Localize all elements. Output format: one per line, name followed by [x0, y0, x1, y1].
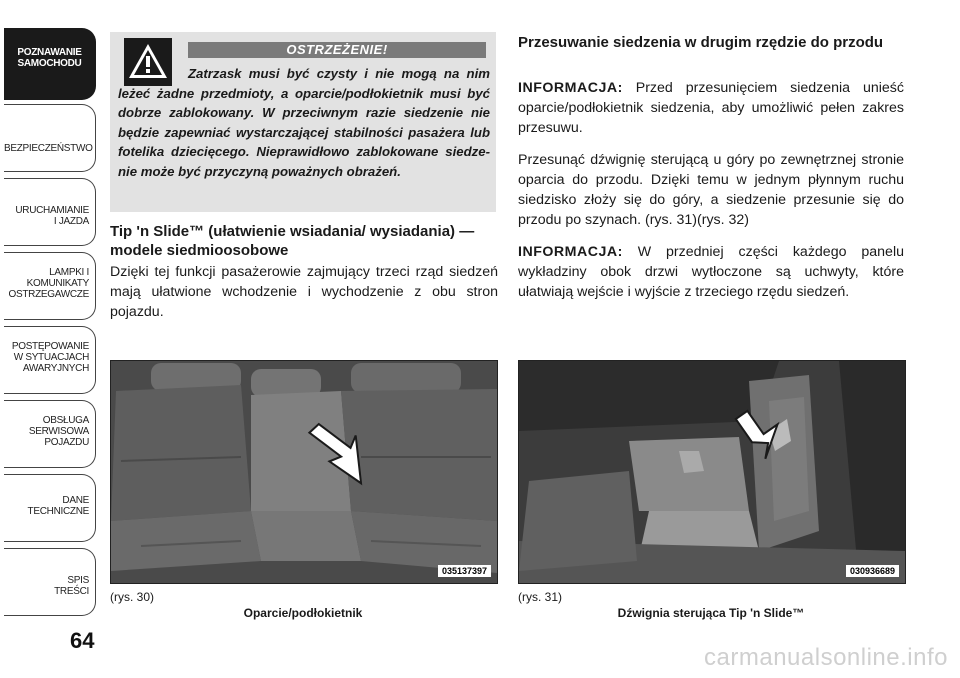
warning-text: Zatrzask musi być czysty i nie mogą na nim leżeć żadne przedmioty, a oparcie/podłokietnik musi być dobrze zablokowany. W przeciwnym razie siedzenie nie będzie zapewniać wystarczającej stabilności pasażera lub fotelika dziecięcego. Nieprawidłowo zablokowane siedze-nie może być przyczyną poważnych obrażeń.	[118, 66, 490, 179]
tab-postepowanie-awaryjne[interactable]	[4, 326, 96, 394]
figure-30-photo	[110, 360, 498, 584]
info-text: W przedniej części każdego panelu wykładziny obok drzwi wytłoczone są uchwyty, które ułatwiają wejście i wyjście z trzeciego rzędu siedzeń.	[518, 244, 904, 300]
tab-label: URUCHAMIANIE I JAZDA	[15, 205, 89, 227]
figure-ref: (rys. 31)	[518, 590, 563, 604]
figure-code: 035137397	[438, 565, 491, 577]
tab-dane-techniczne[interactable]	[4, 474, 96, 542]
info-paragraph-1	[518, 78, 904, 138]
figure-code: 030936689	[846, 565, 899, 577]
figure-31-photo	[518, 360, 906, 584]
tab-label: BEZPIECZEŃSTWO	[4, 143, 93, 154]
tab-lampki-i-komunikaty[interactable]	[4, 252, 96, 320]
info-label: INFORMACJA:	[518, 244, 623, 260]
tab-poznawanie-samochodu[interactable]: POZNAWANIE SAMOCHODU	[4, 28, 96, 100]
info-text: Przed przesunięciem siedzenia unieść oparcie/podłokietnik siedzenia, aby umożliwić pełen zakres przesuwu.	[518, 80, 904, 136]
figure-ref: (rys. 30)	[110, 590, 155, 604]
paragraph-tip-n-slide: Dzięki tej funkcji pasażerowie zajmujący trzeci rząd siedzeń mają ułatwione wchodzenie i wychodzenie z obu stron pojazdu.	[110, 264, 498, 320]
warning-title: OSTRZEŻENIE!	[188, 42, 486, 58]
tip-n-slide-lever-illustration	[519, 361, 905, 583]
info-paragraph-2	[518, 242, 904, 302]
tab-label: LAMPKI I KOMUNIKATY OSTRZEGAWCZE	[8, 267, 89, 300]
seat-armrest-illustration	[111, 361, 497, 583]
tab-obsluga-serwisowa[interactable]	[4, 400, 96, 468]
tab-label: OBSŁUGA SERWISOWA POJAZDU	[28, 415, 89, 448]
watermark: carmanualsonline.info	[704, 644, 948, 671]
tab-uruchamianie-i-jazda[interactable]	[4, 178, 96, 246]
warning-box	[110, 32, 496, 212]
sidebar	[0, 0, 100, 678]
page-number: 64	[70, 628, 95, 653]
figure-caption: Oparcie/podłokietnik	[243, 606, 363, 620]
section-heading-tip-n-slide: Tip 'n Slide™ (ułatwienie wsiadania/ wysiadania) — modele siedmioosobowe	[110, 223, 475, 259]
tab-spis-tresci[interactable]	[4, 548, 96, 616]
paragraph-przesuwanie: Przesunąć dźwignię sterującą u góry po zewnętrznej stronie oparcia do przodu. Dzięki temu w jednym płynnym ruchu siedzisko złoży się do góry, a siedzenie przesunie się do przodu po szynach. (rys. 31)(rys. 32)	[518, 152, 904, 228]
tab-label: POSTĘPOWANIE W SYTUACJACH AWARYJNYCH	[11, 341, 89, 374]
tab-label: DANE TECHNICZNE	[27, 495, 89, 517]
figure-caption: Dźwignia sterująca Tip 'n Slide™	[617, 606, 805, 620]
tab-label: SPIS TREŚCI	[54, 575, 89, 597]
section-heading-przesuwanie: Przesuwanie siedzenia w drugim rzędzie do przodu	[518, 34, 884, 51]
tab-bezpieczenstwo[interactable]	[4, 104, 96, 172]
info-label: INFORMACJA:	[518, 80, 623, 96]
